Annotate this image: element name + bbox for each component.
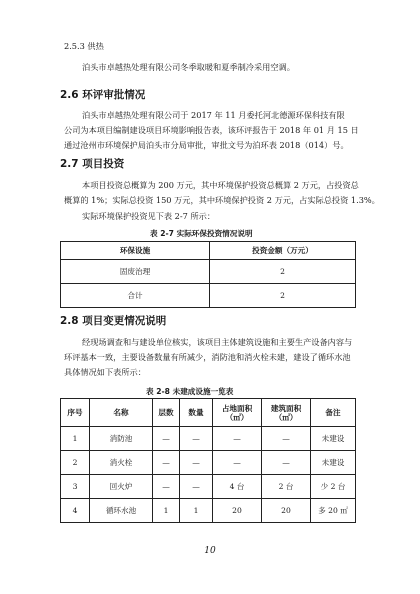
table-cell: — [180, 451, 213, 475]
table-header: 环保设施 [61, 242, 210, 260]
table-cell: 1 [153, 499, 180, 523]
table-cell: 20 [262, 499, 311, 523]
table-cell: 1 [61, 427, 90, 451]
paragraph-line: 具体情况如下表所示： [64, 367, 146, 377]
table-cell: 合计 [61, 284, 210, 308]
table-cell: 消火栓 [90, 451, 153, 475]
table-cell: — [213, 451, 262, 475]
table-cell: 多 20 ㎡ [311, 499, 356, 523]
table-header: 备注 [311, 399, 356, 427]
table-caption-2-8: 表 2-8 未建成设施一览表 [146, 387, 234, 396]
paragraph-heating: 泊头市卓越热处理有限公司冬季取暖和夏季制冷采用空调。 [82, 62, 295, 72]
table-header: 投资金额（万元） [210, 242, 356, 260]
table-cell: 2 [210, 260, 356, 284]
table-cell: 未建设 [311, 427, 356, 451]
paragraph-line: 经现场调查和与建设单位核实，该项目主体建筑设施和主要生产设备内容与 [82, 337, 353, 347]
paragraph-line: 环评基本一致，主要设备数量有所减少，消防池和消火栓未建，建设了循环水池 [64, 352, 351, 362]
table-cell: — [153, 475, 180, 499]
section-heading-2-7: 2.7 项目投资 [60, 158, 125, 170]
table-cell: 回火炉 [90, 475, 153, 499]
table-cell: 2 [210, 284, 356, 308]
table-cell: 1 [180, 499, 213, 523]
table-cell: 4 [61, 499, 90, 523]
table-cell: 2 [61, 451, 90, 475]
table-cell: — [180, 475, 213, 499]
table-header: 建筑面积（㎡） [262, 399, 311, 427]
table-cell: — [153, 427, 180, 451]
table-cell: — [180, 427, 213, 451]
subsection-heading-2-5-3: 2.5.3 供热 [64, 41, 104, 51]
table-cell: — [153, 451, 180, 475]
table-cell: 少 2 台 [311, 475, 356, 499]
table-row [61, 427, 356, 451]
page-number: 10 [204, 546, 216, 556]
table-row [61, 451, 356, 475]
table-cell: — [262, 427, 311, 451]
section-heading-2-6: 2.6 环评审批情况 [60, 89, 146, 101]
investment-table [60, 241, 356, 308]
paragraph-line: 公司为本项目编制建设项目环境影响报告表，该环评报告于 2018 年 01 月 15 日 [64, 125, 359, 135]
table-row [61, 499, 356, 523]
table-row [61, 284, 356, 308]
table-cell: 循环水池 [90, 499, 153, 523]
section-heading-2-8: 2.8 项目变更情况说明 [60, 315, 167, 327]
table-cell: 固废治理 [61, 260, 210, 284]
table-cell: 消防池 [90, 427, 153, 451]
paragraph-line: 概算的 1%；实际总投资 150 万元，其中环境保护投资 2 万元，占实际总投资 1.3%。 [64, 195, 380, 205]
table-header: 占地面积（㎡） [213, 399, 262, 427]
table-header: 数量 [180, 399, 213, 427]
paragraph-line: 泊头市卓越热处理有限公司于 2017 年 11 月委托河北德源环保科技有限 [82, 110, 345, 120]
table-cell: — [213, 427, 262, 451]
table-cell: 2 台 [262, 475, 311, 499]
table-row [61, 260, 356, 284]
paragraph-line: 通过沧州市环境保护局泊头市分局审批，审批文号为泊环表 2018（014）号。 [64, 140, 349, 150]
table-row [61, 475, 356, 499]
table-cell: 3 [61, 475, 90, 499]
unbuilt-facilities-table [60, 398, 356, 523]
table-header: 名称 [90, 399, 153, 427]
table-header: 序号 [61, 399, 90, 427]
table-header: 层数 [153, 399, 180, 427]
table-cell: — [262, 451, 311, 475]
table-cell: 未建设 [311, 451, 356, 475]
table-cell: 20 [213, 499, 262, 523]
table-caption-2-7: 表 2-7 实际环保投资情况说明 [150, 229, 253, 238]
paragraph-line: 本项目投资总概算为 200 万元，其中环境保护投资总概算 2 万元，占投资总 [82, 180, 359, 190]
table-cell: 4 台 [213, 475, 262, 499]
paragraph-line: 实际环境保护投资见下表 2-7 所示： [82, 211, 216, 221]
